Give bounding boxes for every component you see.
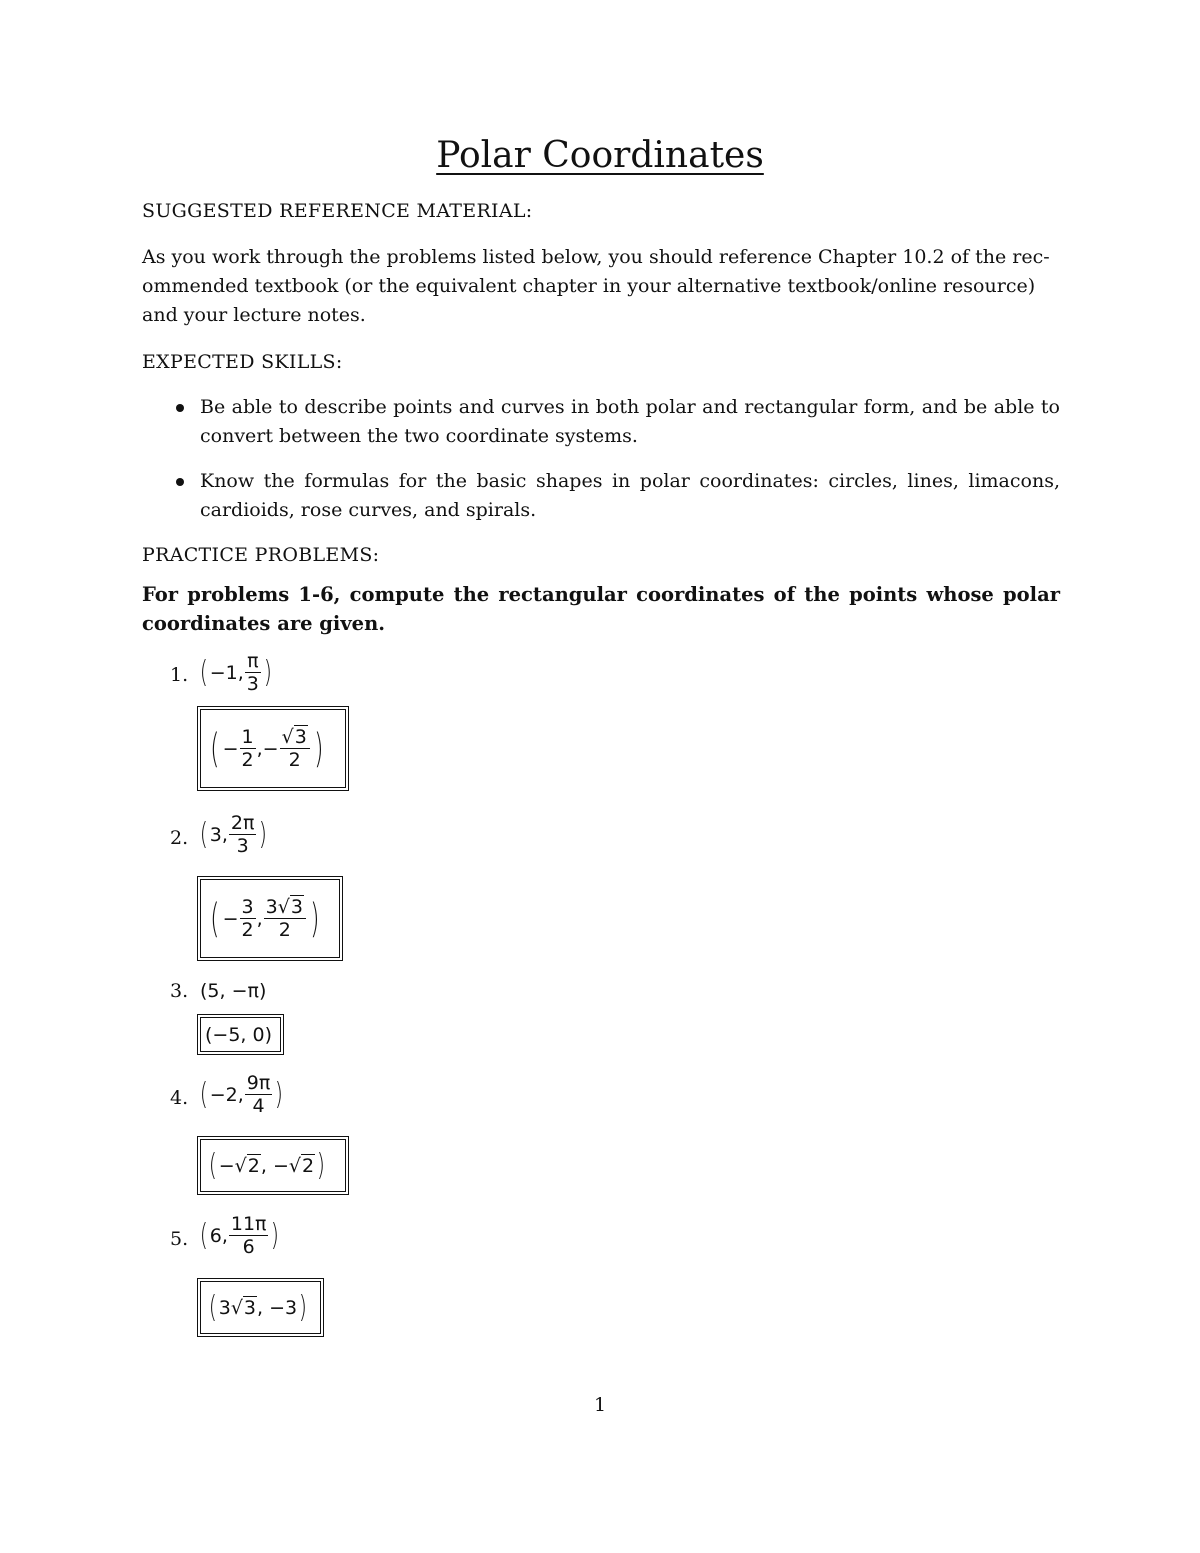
problem-number: 4. bbox=[170, 1087, 189, 1109]
page-number: 1 bbox=[593, 1394, 607, 1416]
answer-box bbox=[197, 876, 343, 961]
answer-box bbox=[197, 1014, 284, 1055]
bullet-icon bbox=[176, 404, 184, 412]
problem-given: (3, $\frac{2\pi}{3}$ ) bbox=[199, 812, 268, 857]
skill-text: Know the formulas for the basic shapes in polar coordinates: circles, lines, limacons, cardioids, rose curves, and spirals. bbox=[200, 470, 1060, 521]
skills-heading: EXPECTED SKILLS: bbox=[142, 351, 343, 373]
answer-value: ( − $\frac{3}{2}$ , $\frac{3√3}{2}$ ) bbox=[200, 879, 340, 958]
answer-value: ( − $\frac{1}{2}$ , − $\frac{√3}{2}$ ) bbox=[200, 709, 346, 788]
problem-given: (−1, $\frac{\pi}{3}$ ) bbox=[199, 650, 272, 695]
practice-heading: PRACTICE PROBLEMS: bbox=[142, 544, 380, 566]
problem-instructions: For problems 1-6, compute the rectangular coordinates of the points whose polar coordinates are given. bbox=[142, 583, 1060, 635]
problem-number: 5. bbox=[170, 1228, 189, 1250]
reference-heading: SUGGESTED REFERENCE MATERIAL: bbox=[142, 200, 533, 222]
reference-paragraph bbox=[142, 243, 1060, 330]
answer-box bbox=[197, 1136, 349, 1195]
page-title: Polar Coordinates bbox=[436, 135, 764, 176]
problem-given: (−2, $\frac{9\pi}{4}$ ) bbox=[199, 1072, 284, 1117]
answer-box bbox=[197, 706, 349, 791]
problem-number: 2. bbox=[170, 827, 189, 849]
reference-line: and your lecture notes. bbox=[142, 304, 366, 326]
answer-value: ( − √2 , − √2 ) bbox=[200, 1139, 346, 1192]
problem-number: 3. bbox=[170, 980, 189, 1002]
problem-given: (6, $\frac{11\pi}{6}$ ) bbox=[199, 1213, 280, 1258]
answer-value: ( 3 √3 , −3 ) bbox=[200, 1281, 321, 1334]
answer-box bbox=[197, 1278, 324, 1337]
bullet-icon bbox=[176, 478, 184, 486]
problem-number: 1. bbox=[170, 664, 189, 686]
reference-line: ommended textbook (or the equivalent chapter in your alternative textbook/online resource) bbox=[142, 275, 1036, 297]
skill-text: Be able to describe points and curves in both polar and rectangular form, and be able to convert between the two coordinate systems. bbox=[200, 396, 1060, 447]
answer-value: (−5, 0) bbox=[200, 1017, 281, 1052]
reference-line: As you work through the problems listed below, you should reference Chapter 10.2 of the rec- bbox=[142, 246, 1050, 268]
problem-given: (5, −π) bbox=[200, 980, 267, 1002]
